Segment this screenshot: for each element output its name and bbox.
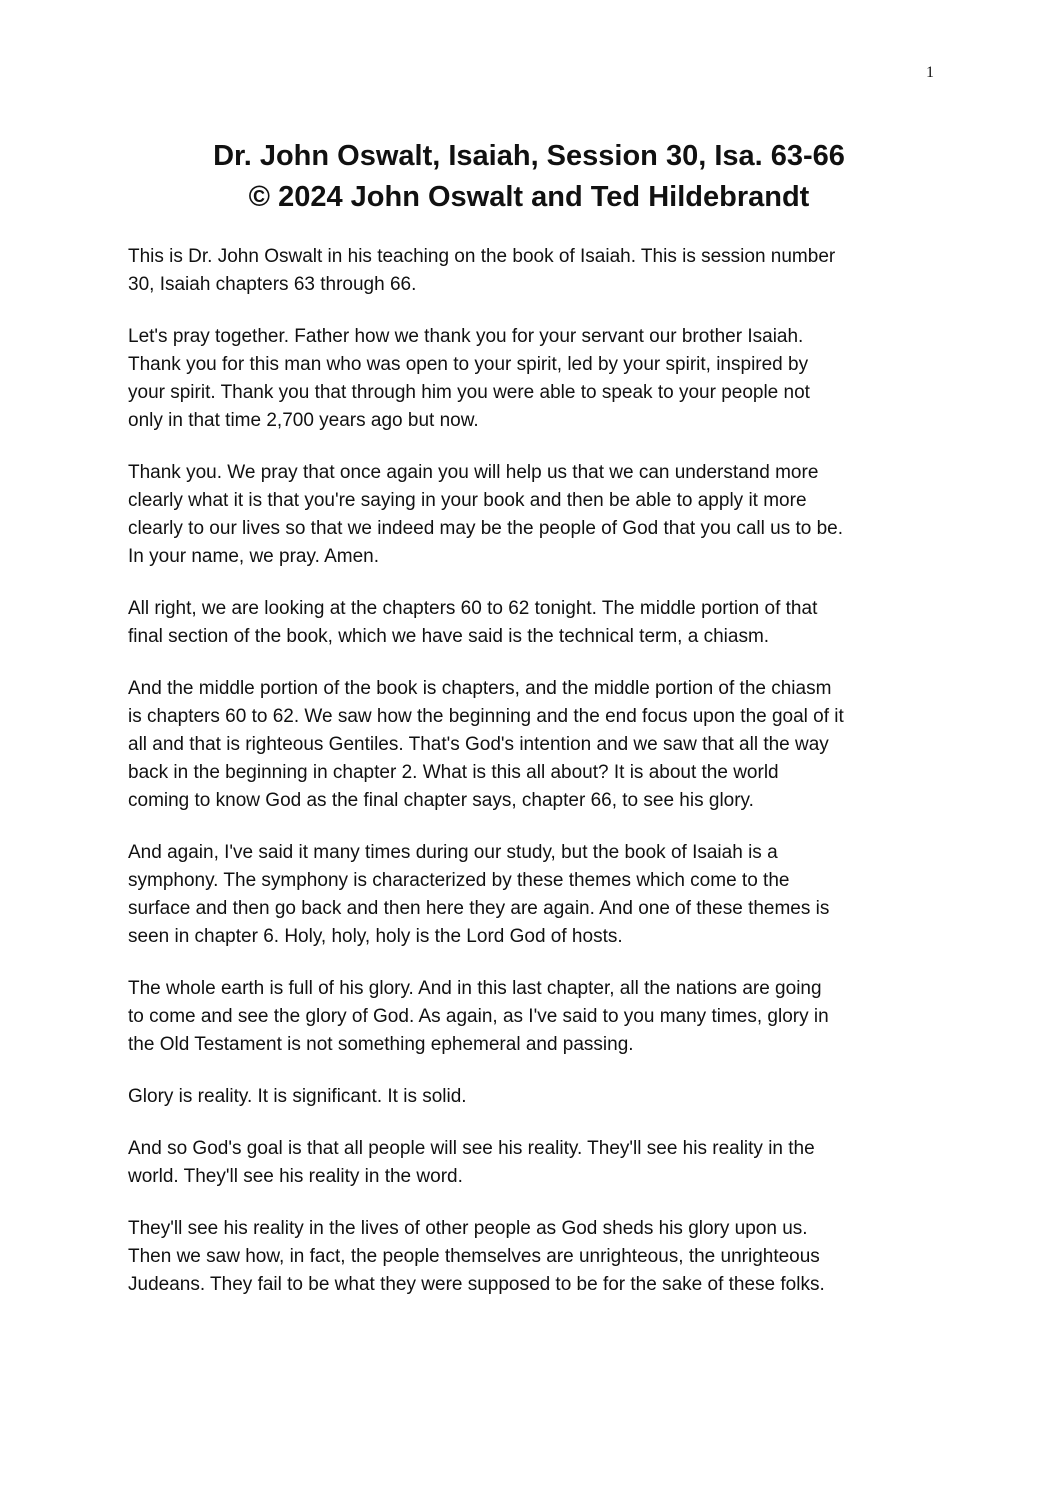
paragraph-line: Glory is reality. It is significant. It is solid. (128, 1086, 467, 1107)
paragraph-line: clearly what it is that you're saying in your book and then be able to apply it more (128, 490, 807, 511)
paragraph-line: final section of the book, which we have said is the technical term, a chiasm. (128, 626, 770, 647)
paragraph (128, 243, 934, 299)
paragraph-line: Let's pray together. Father how we thank you for your servant our brother Isaiah. (128, 326, 804, 347)
paragraph-line: This is Dr. John Oswalt in his teaching on the book of Isaiah. This is session number (128, 246, 836, 267)
paragraph-line: all and that is righteous Gentiles. That's God's intention and we saw that all the way (128, 734, 829, 755)
paragraph-line: Thank you. We pray that once again you will help us that we can understand more (128, 462, 819, 483)
paragraph-line: world. They'll see his reality in the word. (128, 1166, 463, 1187)
paragraph-line: the Old Testament is not something ephemeral and passing. (128, 1034, 634, 1055)
paragraph (128, 839, 934, 951)
paragraph (128, 1215, 934, 1299)
paragraph-line: back in the beginning in chapter 2. What is this all about? It is about the world (128, 762, 779, 783)
paragraph (128, 459, 934, 571)
paragraph-line: only in that time 2,700 years ago but now. (128, 410, 479, 431)
paragraph-line: to come and see the glory of God. As again, as I've said to you many times, glory in (128, 1006, 829, 1027)
paragraph-line: clearly to our lives so that we indeed may be the people of God that you call us to be. (128, 518, 844, 539)
document-title (128, 136, 930, 218)
paragraph-line: is chapters 60 to 62. We saw how the beginning and the end focus upon the goal of it (128, 706, 844, 727)
paragraph-line: And again, I've said it many times during our study, but the book of Isaiah is a (128, 842, 778, 863)
paragraph (128, 1135, 934, 1191)
paragraph (128, 323, 934, 435)
paragraph (128, 1083, 934, 1111)
paragraph-line: They'll see his reality in the lives of other people as God sheds his glory upon us. (128, 1218, 808, 1239)
paragraph-line: In your name, we pray. Amen. (128, 546, 379, 567)
paragraph-line: And the middle portion of the book is chapters, and the middle portion of the chiasm (128, 678, 832, 699)
paragraph-line: symphony. The symphony is characterized by these themes which come to the (128, 870, 790, 891)
paragraph-line: surface and then go back and then here they are again. And one of these themes is (128, 898, 830, 919)
title-line-1: Dr. John Oswalt, Isaiah, Session 30, Isa. 63-66 (213, 140, 845, 172)
paragraph-line: seen in chapter 6. Holy, holy, holy is the Lord God of hosts. (128, 926, 623, 947)
page-number: 1 (926, 64, 934, 81)
paragraph-line: Thank you for this man who was open to your spirit, led by your spirit, inspired by (128, 354, 809, 375)
paragraph-line: Then we saw how, in fact, the people themselves are unrighteous, the unrighteous (128, 1246, 820, 1267)
document-body (128, 243, 934, 1323)
title-line-2: © 2024 John Oswalt and Ted Hildebrandt (248, 181, 810, 213)
paragraph (128, 975, 934, 1059)
paragraph-line: coming to know God as the final chapter says, chapter 66, to see his glory. (128, 790, 754, 811)
paragraph-line: The whole earth is full of his glory. And in this last chapter, all the nations are going (128, 978, 822, 999)
paragraph-line: 30, Isaiah chapters 63 through 66. (128, 274, 417, 295)
paragraph-line: And so God's goal is that all people will see his reality. They'll see his reality in the (128, 1138, 815, 1159)
paragraph (128, 675, 934, 815)
paragraph-line: your spirit. Thank you that through him you were able to speak to your people not (128, 382, 810, 403)
paragraph-line: All right, we are looking at the chapters 60 to 62 tonight. The middle portion of that (128, 598, 818, 619)
paragraph (128, 595, 934, 651)
paragraph-line: Judeans. They fail to be what they were supposed to be for the sake of these folks. (128, 1274, 825, 1295)
